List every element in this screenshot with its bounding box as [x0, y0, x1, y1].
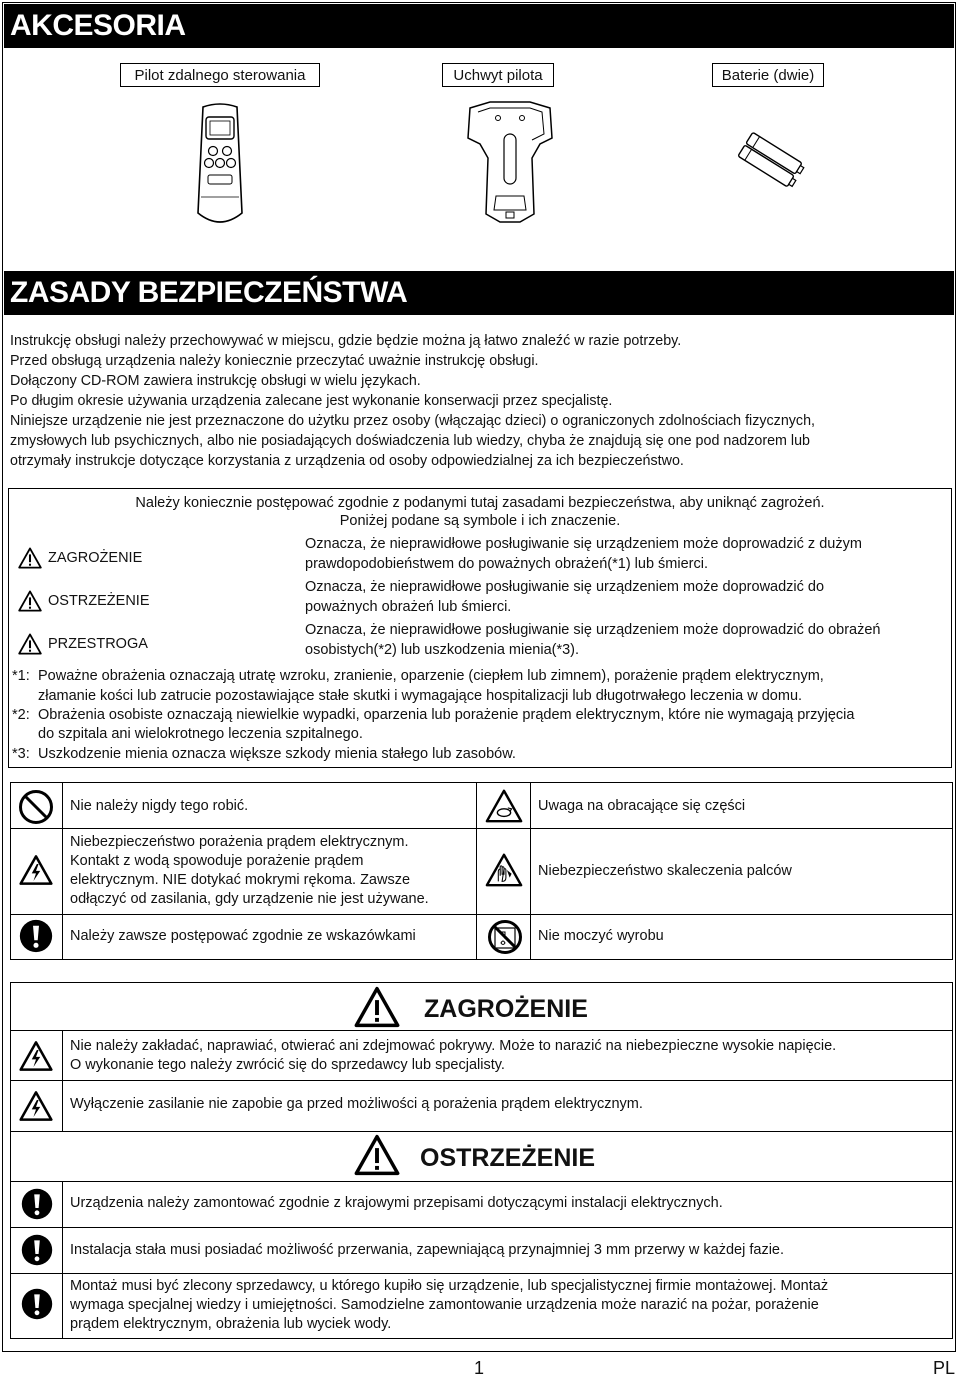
note-1-line-1: Poważne obrażenia oznaczają utratę wzroku, zranienie, oparzenie (ciepłem lub zimnem), porażenie prądem elektrycznym,	[38, 668, 824, 684]
note-1-line-2: złamanie kości lub zatrucie pozostawiające stałe skutki i wymagające hospitalizacji lub długotrwałego leczenia w domu.	[38, 688, 803, 704]
electric-shock-icon	[19, 854, 53, 886]
symbols-intro-line-2: Poniżej podane są symbole i ich znaczenie.	[339, 513, 621, 529]
warning-warning-icon	[18, 590, 42, 612]
level-warning-label: OSTRZEŻENIE	[48, 593, 150, 609]
warning-title: OSTRZEŻENIE	[420, 1144, 596, 1172]
caution-warning-icon	[18, 633, 42, 655]
safety-intro-line-5: Niniejsze urządzenie nie jest przeznaczone do użytku przez osoby (włączając dzieci) o ograniczonych zdolnościach fizycznych,	[10, 413, 815, 429]
legend-rotating-text: Uwaga na obracające się części	[538, 798, 746, 814]
warning-item-3-line-1: Montaż musi być zlecony sprzedawcy, u którego kupiło się urządzenie, lub specjalistycznej firmie montażowej. Montaż	[70, 1278, 829, 1294]
prohibition-icon	[18, 789, 54, 825]
level-danger-label: ZAGROŻENIE	[48, 550, 143, 566]
accessory-batteries-label: Baterie (dwie)	[712, 63, 824, 87]
legend-shock-text-1: Niebezpieczeństwo porażenia prądem elektrycznym.	[70, 834, 409, 850]
accessory-holder-label: Uchwyt pilota	[442, 63, 554, 87]
warning-item-1-mandatory-icon	[21, 1188, 53, 1220]
level-danger-desc-1: Oznacza, że nieprawidłowe posługiwanie się urządzeniem może doprowadzić z dużym	[305, 536, 862, 552]
safety-intro-line-6: zmysłowych lub psychicznych, albo nie posiadających doświadczenia lub wiedzy, chyba że znajdują się one pod nadzorem lub	[10, 433, 811, 449]
danger-item-1-line-2: O wykonanie tego należy zwrócić się do sprzedawcy lub specjalisty.	[70, 1057, 505, 1073]
level-caution-label: PRZESTROGA	[48, 636, 148, 652]
warning-item-3-mandatory-icon	[21, 1288, 53, 1320]
legend-finger-text: Niebezpieczeństwo skaleczenia palców	[538, 863, 792, 879]
safety-title: ZASADY BEZPIECZEŃSTWA	[4, 271, 954, 315]
danger-item-2-shock-icon	[19, 1090, 53, 1122]
level-warning-desc-1: Oznacza, że nieprawidłowe posługiwanie się urządzeniem może doprowadzić do	[305, 579, 825, 595]
legend-shock-text-4: odłączyć od zasilania, gdy urządzenie nie jest używane.	[70, 891, 429, 907]
note-1-mark: *1:	[12, 668, 30, 684]
accessory-remote-label: Pilot zdalnego sterowania	[120, 63, 320, 87]
danger-title: ZAGROŻENIE	[424, 995, 588, 1023]
danger-title-icon	[354, 986, 400, 1028]
warning-item-3-line-3: prądem elektrycznym, obrażenia lub wyciek wody.	[70, 1316, 392, 1332]
mandatory-icon	[19, 919, 53, 953]
legend-shock-text-2: Kontakt z wodą spowoduje porażenie prądem	[70, 853, 364, 869]
warning-item-3-line-2: wymaga specjalnej wiedzy i umiejętności. Samodzielne zamontowanie urządzenia może narazić na pożar, porażenie	[70, 1297, 819, 1313]
danger-item-2-line-1: Wyłączenie zasilanie nie zapobie ga przed możliwości ą porażenia prądem elektrycznym.	[70, 1096, 643, 1112]
safety-intro-line-4: Po długim okresie używania urządzenia zalecane jest wykonanie konserwacji przez specjalistę.	[10, 393, 613, 409]
note-2-mark: *2:	[12, 707, 30, 723]
legend-shock-text-3: elektrycznym. NIE dotykać mokrymi rękoma. Zawsze	[70, 872, 411, 888]
finger-cut-icon	[485, 852, 523, 888]
warning-item-1-line-1: Urządzenia należy zamontować zgodnie z krajowymi przepisami dotyczącymi instalacji elektrycznych.	[70, 1195, 723, 1211]
accessories-title: AKCESORIA	[4, 4, 954, 48]
language-code: PL	[933, 1358, 956, 1378]
page-number: 1	[474, 1358, 485, 1378]
rotating-parts-icon	[485, 788, 523, 824]
no-water-icon	[487, 919, 523, 955]
level-danger-desc-2: prawdopodobieństwem do poważnych obrażeń(*1) lub śmierci.	[305, 556, 708, 572]
note-3-line-1: Uszkodzenie mienia oznacza większe szkody mienia stałego lub zasobów.	[38, 746, 516, 762]
level-warning-desc-2: poważnych obrażeń lub śmierci.	[305, 599, 512, 615]
symbols-intro-line-1: Należy koniecznie postępować zgodnie z podanymi tutaj zasadami bezpieczeństwa, aby uniknąć zagrożeń.	[135, 495, 825, 511]
warning-title-icon	[354, 1134, 400, 1176]
remote-holder-illustration	[460, 98, 560, 226]
note-3-mark: *3:	[12, 746, 30, 762]
danger-warning-icon	[18, 547, 42, 569]
safety-intro-line-7: otrzymały instrukcje dotyczące korzystania z urządzenia od osoby odpowiedzialnej za ich bezpieczeństwo.	[10, 453, 684, 469]
level-caution-desc-2: osobistych(*2) lub uszkodzenia mienia(*3).	[305, 642, 580, 658]
warning-item-2-line-1: Instalacja stała musi posiadać możliwość przerwania, zapewniającą przynajmniej 3 mm przerwy w każdej fazie.	[70, 1242, 785, 1258]
level-caution-desc-1: Oznacza, że nieprawidłowe posługiwanie się urządzeniem może doprowadzić do obrażeń	[305, 622, 881, 638]
batteries-illustration	[736, 133, 808, 191]
remote-control-illustration	[195, 103, 245, 228]
safety-intro-line-1: Instrukcję obsługi należy przechowywać w miejscu, gdzie będzie można ją łatwo znaleźć w razie potrzeby.	[10, 333, 682, 349]
legend-mandatory-text: Należy zawsze postępować zgodnie ze wskazówkami	[70, 928, 416, 944]
legend-prohibition-text: Nie należy nigdy tego robić.	[70, 798, 249, 814]
legend-water-text: Nie moczyć wyrobu	[538, 928, 664, 944]
safety-intro-line-2: Przed obsługą urządzenia należy koniecznie przeczytać uważnie instrukcję obsługi.	[10, 353, 539, 369]
note-2-line-2: do szpitala ani wielokrotnego leczenia szpitalnego.	[38, 726, 363, 742]
danger-item-1-line-1: Nie należy zakładać, naprawiać, otwierać ani zdejmować pokrywy. Może to narazić na niebezpieczne wysokie napięcie.	[70, 1038, 837, 1054]
note-2-line-1: Obrażenia osobiste oznaczają niewielkie wypadki, oparzenia lub porażenie prądem elektrycznym, które nie wymagają przyjęcia	[38, 707, 855, 723]
safety-intro-line-3: Dołączony CD-ROM zawiera instrukcję obsługi w wielu językach.	[10, 373, 421, 389]
warning-item-2-mandatory-icon	[21, 1234, 53, 1266]
danger-item-1-shock-icon	[19, 1040, 53, 1072]
